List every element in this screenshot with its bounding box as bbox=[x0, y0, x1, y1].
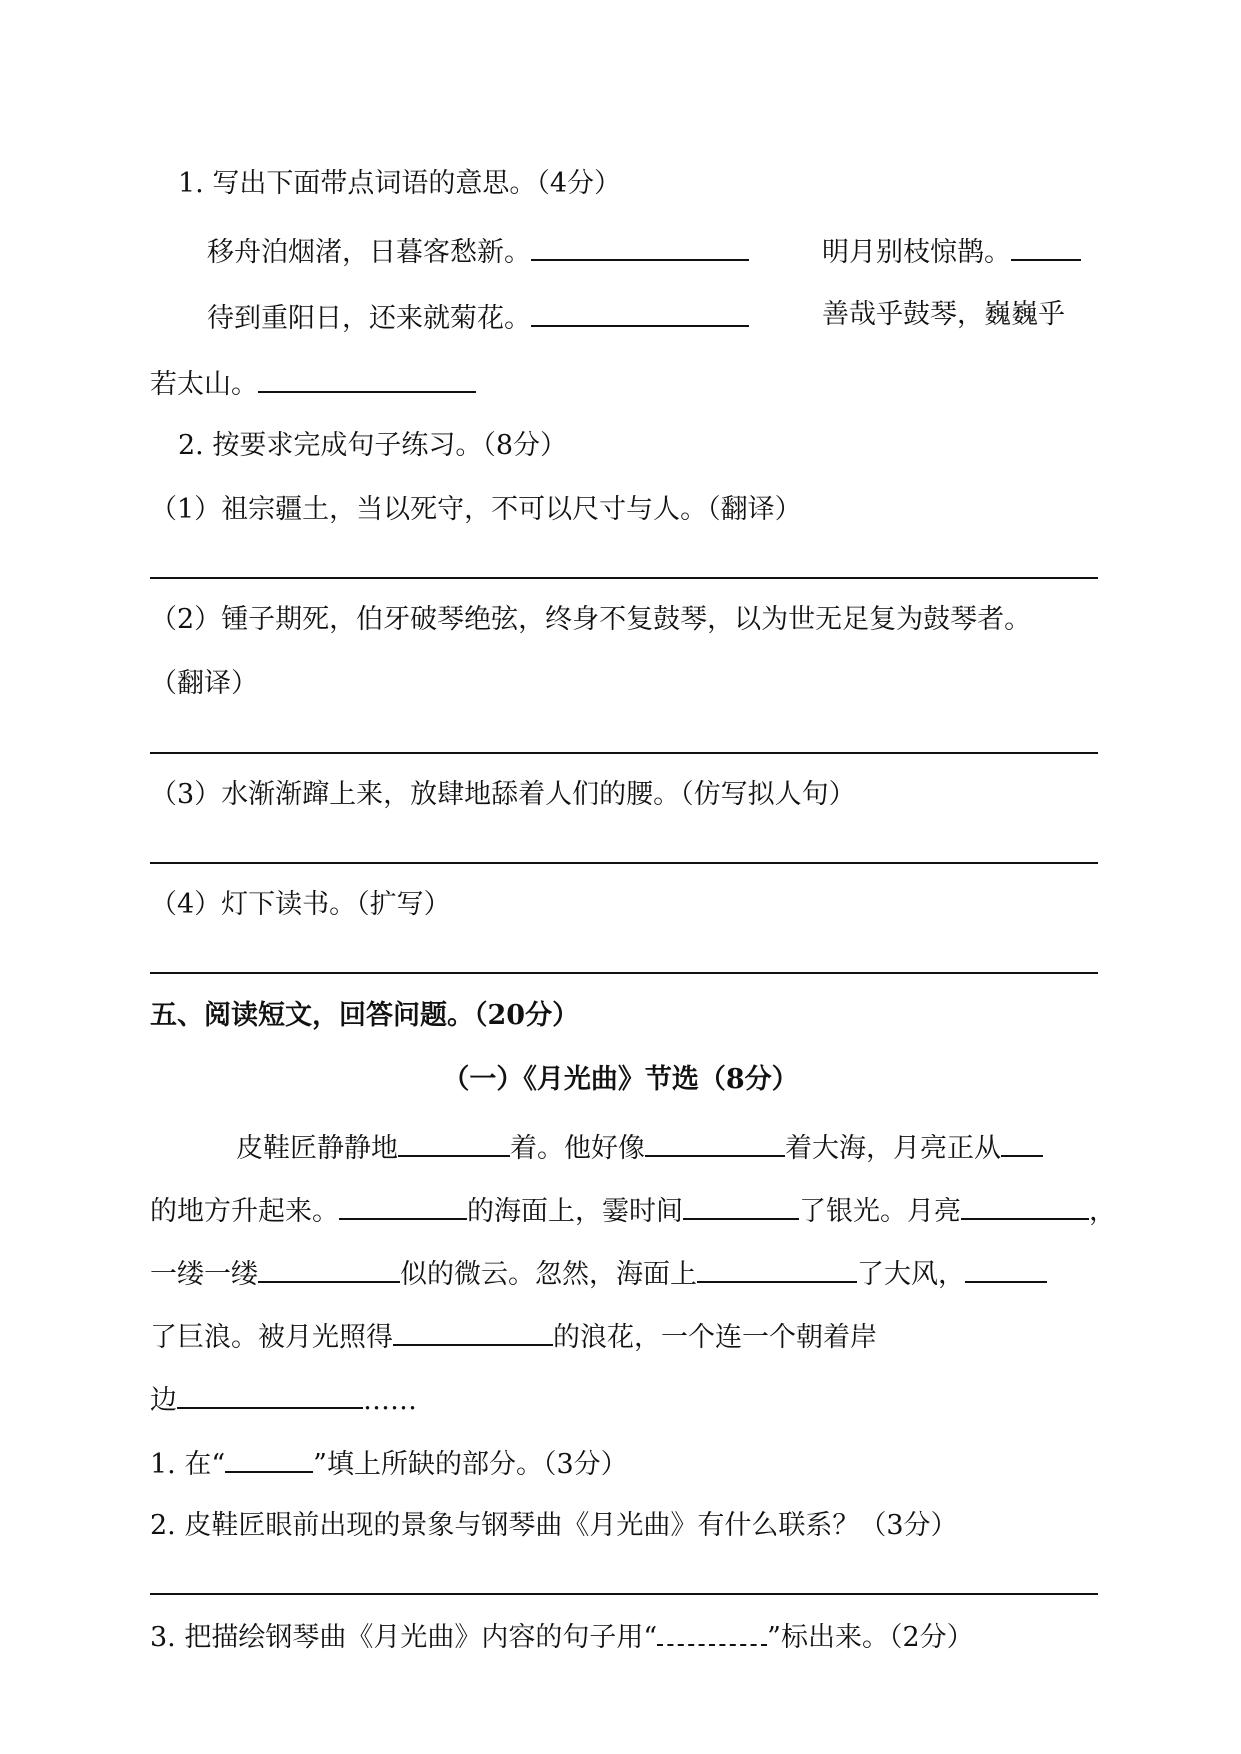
passage-blank-4[interactable] bbox=[339, 1188, 467, 1220]
passage-blank-7[interactable] bbox=[258, 1251, 400, 1283]
passage-blank-6[interactable] bbox=[961, 1188, 1089, 1220]
passage-line-5: 边 …… bbox=[150, 1377, 417, 1417]
reading-question-2: 2. 皮鞋匠眼前出现的景象与钢琴曲《月光曲》有什么联系？（3分） bbox=[150, 1510, 958, 1541]
answer-line-4[interactable] bbox=[150, 972, 1098, 974]
q1-row3: 若太山。 bbox=[150, 361, 476, 401]
passage-blank-9[interactable] bbox=[965, 1251, 1047, 1283]
passage-blank-11[interactable] bbox=[177, 1377, 363, 1409]
passage-line-1: 皮鞋匠静静地 着。他好像 着大海，月亮正从 bbox=[236, 1125, 1043, 1165]
q2-sentence-3: （3）水渐渐蹿上来，放肆地舔着人们的腰。（仿写拟人句） bbox=[150, 779, 856, 810]
reading-question-3: 3. 把描绘钢琴曲《月光曲》内容的句子用“ ”标出来。（2分） bbox=[150, 1616, 974, 1656]
q1-title: 1. 写出下面带点词语的意思。（4分） bbox=[178, 168, 622, 199]
question-1-blank[interactable] bbox=[225, 1441, 313, 1473]
reading-question-1: 1. 在“ ”填上所缺的部分。（3分） bbox=[150, 1441, 628, 1481]
q2-sentence-1: （1）祖宗疆土，当以死守，不可以尺寸与人。（翻译） bbox=[150, 494, 802, 525]
question-3-dotted-blank[interactable] bbox=[657, 1616, 767, 1646]
q1-row1: 移舟泊烟渚，日暮客愁新。 bbox=[207, 229, 749, 269]
passage-blank-2[interactable] bbox=[645, 1125, 785, 1157]
passage-blank-8[interactable] bbox=[697, 1251, 857, 1283]
answer-line-5[interactable] bbox=[150, 1593, 1098, 1595]
q2-title: 2. 按要求完成句子练习。（8分） bbox=[178, 430, 568, 461]
q1-row2: 待到重阳日，还来就菊花。 bbox=[207, 295, 749, 335]
section-5-heading: 五、阅读短文，回答问题。（20分） bbox=[150, 1000, 580, 1031]
q2-sentence-2-tail: （翻译） bbox=[150, 668, 258, 699]
q1-blank-3[interactable] bbox=[531, 295, 749, 327]
passage-blank-5[interactable] bbox=[683, 1188, 799, 1220]
passage-blank-3[interactable] bbox=[1001, 1125, 1043, 1157]
passage-line-4: 了巨浪。被月光照得 的浪花，一个连一个朝着岸 bbox=[150, 1314, 877, 1354]
section-5-subheading: （一）《月光曲》节选（8分） bbox=[442, 1064, 799, 1095]
answer-line-1[interactable] bbox=[150, 577, 1098, 579]
q1-blank-4[interactable] bbox=[258, 361, 476, 393]
q2-sentence-2: （2）锺子期死，伯牙破琴绝弦，终身不复鼓琴，以为世无足复为鼓琴者。 bbox=[150, 604, 1032, 635]
q2-sentence-4: （4）灯下读书。（扩写） bbox=[150, 889, 451, 920]
passage-blank-10[interactable] bbox=[393, 1314, 553, 1346]
passage-line-2: 的地方升起来。 的海面上，霎时间 了银光。月亮 ， bbox=[150, 1188, 1116, 1228]
answer-line-3[interactable] bbox=[150, 862, 1098, 864]
q1-row2-right: 善哉乎鼓琴，巍巍乎 bbox=[822, 299, 1065, 330]
q1-row1-right: 明月别枝惊鹊。 bbox=[822, 229, 1081, 269]
passage-blank-1[interactable] bbox=[398, 1125, 510, 1157]
answer-line-2[interactable] bbox=[150, 752, 1098, 754]
passage-line-3: 一缕一缕 似的微云。忽然，海面上 了大风， bbox=[150, 1251, 1047, 1291]
q1-blank-2[interactable] bbox=[1011, 229, 1081, 261]
q1-blank-1[interactable] bbox=[531, 229, 749, 261]
